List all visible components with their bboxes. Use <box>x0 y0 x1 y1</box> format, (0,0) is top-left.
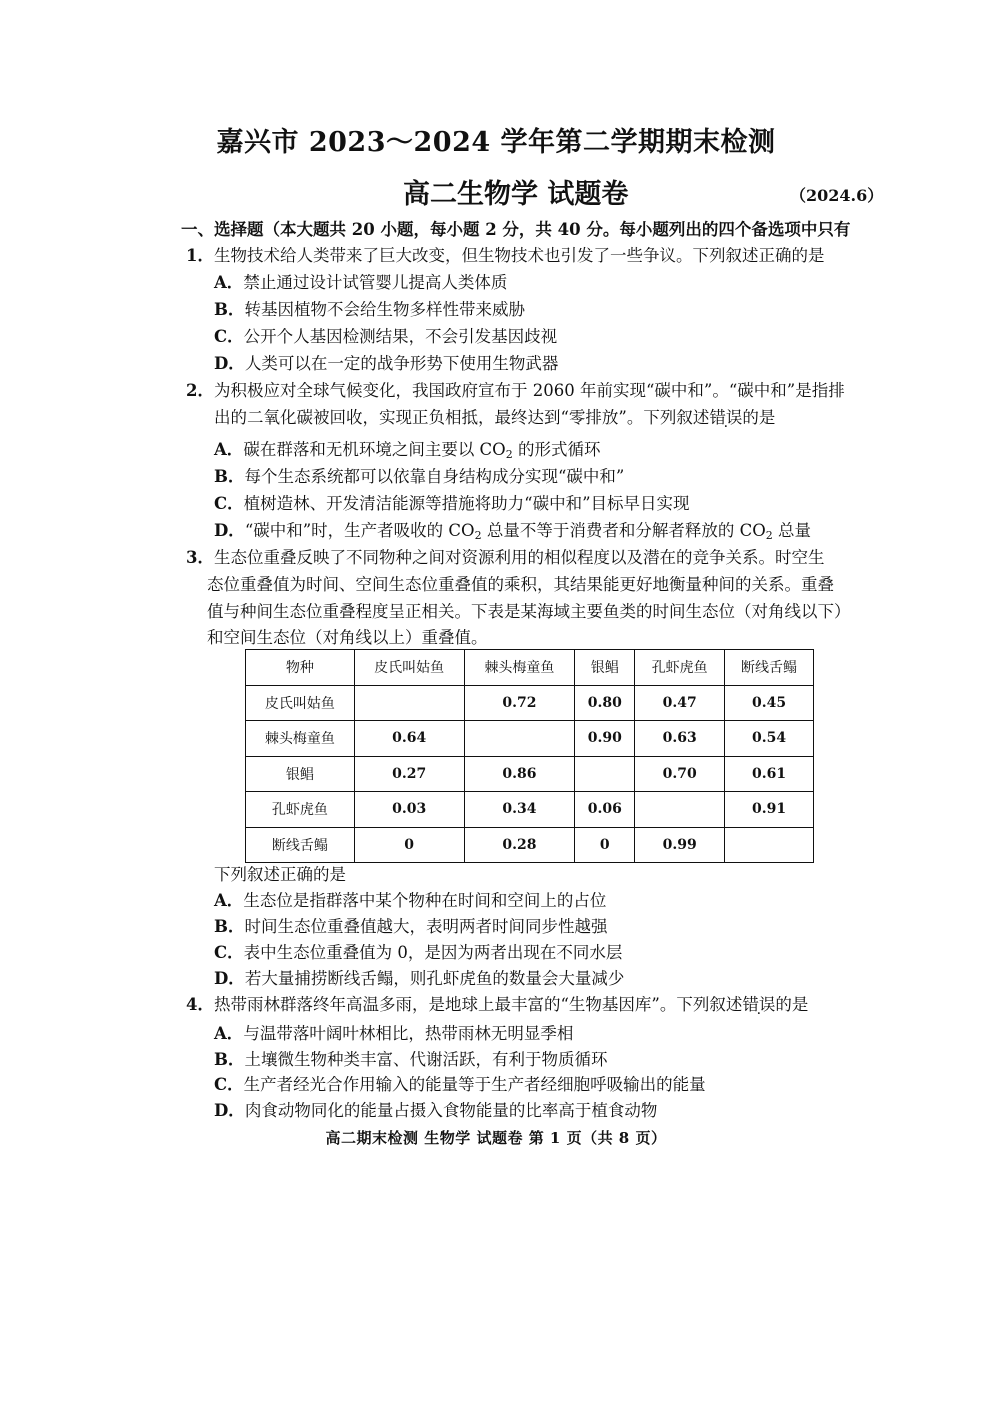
table-cell: 0.80 <box>575 685 635 721</box>
option-letter: B． <box>214 917 245 936</box>
row-label: 皮氏叫姑鱼 <box>246 685 355 721</box>
emphasis-word: 错误 <box>709 408 743 427</box>
question-2 <box>186 381 845 401</box>
option-text-end: 的形式循环 <box>512 440 601 459</box>
q1-option-d <box>214 354 558 374</box>
table-cell: 0.72 <box>464 685 575 721</box>
option-letter: A． <box>214 1024 244 1043</box>
table-cell: 0 <box>354 827 464 863</box>
q2-option-d <box>214 521 811 541</box>
q3-option-d <box>214 969 624 989</box>
table-cell: 0.03 <box>354 792 464 828</box>
question-2-line-2 <box>214 408 775 428</box>
option-text: 若大量捕捞断线舌鳎，则孔虾虎鱼的数量会大量减少 <box>244 969 625 988</box>
table-cell: 0.63 <box>635 721 725 757</box>
option-text: 生产者经光合作用输入的能量等于生产者经细胞呼吸输出的能量 <box>243 1075 706 1094</box>
q2-option-b <box>214 467 624 487</box>
q3-option-b <box>214 917 607 937</box>
row-label: 孔虾虎鱼 <box>246 792 355 828</box>
question-3 <box>186 548 824 568</box>
question-stem: 热带雨林群落终年高温多雨，是地球上最丰富的“生物基因库”。下列叙述 <box>213 995 743 1014</box>
option-letter: C． <box>214 943 244 962</box>
option-text: 碳在群落和无机环境之间主要以 CO <box>243 440 506 459</box>
q4-option-a <box>214 1024 573 1044</box>
question-stem-end: 的是 <box>775 995 809 1014</box>
option-text: 生态位是指群落中某个物种在时间和空间上的占位 <box>243 891 607 910</box>
table-header-cell: 断线舌鳎 <box>725 650 814 686</box>
option-letter: C． <box>214 327 244 346</box>
table-cell: 0.45 <box>725 685 814 721</box>
q4-option-d <box>214 1101 657 1121</box>
question-3-line-2: 态位重叠值为时间、空间生态位重叠值的乘积，其结果能更好地衡量种间的关系。重叠 <box>207 575 834 594</box>
row-label: 断线舌鳎 <box>246 827 355 863</box>
option-text: 肉食动物同化的能量占摄入食物能量的比率高于植食动物 <box>244 1101 658 1120</box>
question-number: 3． <box>186 548 214 567</box>
table-cell <box>575 756 635 792</box>
table-cell: 0.91 <box>725 792 814 828</box>
option-text: 禁止通过设计试管婴儿提高人类体质 <box>243 273 508 292</box>
table-row <box>246 685 814 721</box>
question-number: 4． <box>186 995 214 1014</box>
question-stem-end: 的是 <box>742 408 776 427</box>
q2-option-a <box>214 440 600 460</box>
emphasis-word: 错误 <box>742 995 776 1014</box>
option-text: 植树造林、开发清洁能源等措施将助力“碳中和”目标早日实现 <box>243 494 690 513</box>
option-text: 表中生态位重叠值为 0，是因为两者出现在不同水层 <box>243 943 623 962</box>
option-letter: C． <box>214 1075 244 1094</box>
question-3-line-3: 值与种间生态位重叠程度呈正相关。下表是某海域主要鱼类的时间生态位（对角线以下） <box>207 602 851 621</box>
q4-option-c <box>214 1075 706 1095</box>
table-cell: 0.06 <box>575 792 635 828</box>
q3-option-a <box>214 891 606 911</box>
table-header-cell: 物种 <box>246 650 355 686</box>
table-cell: 0.64 <box>354 721 464 757</box>
table-header-cell: 棘头梅童鱼 <box>464 650 575 686</box>
option-text: 土壤微生物种类丰富、代谢活跃，有利于物质循环 <box>244 1050 608 1069</box>
option-letter: B． <box>214 467 245 486</box>
question-3-prompt: 下列叙述正确的是 <box>214 865 346 884</box>
table-cell: 0.34 <box>464 792 575 828</box>
q2-option-c <box>214 494 690 514</box>
option-text: 与温带落叶阔叶林相比，热带雨林无明显季相 <box>243 1024 574 1043</box>
table-header-cell: 银鲳 <box>575 650 635 686</box>
niche-overlap-table <box>245 649 814 863</box>
table-cell: 0 <box>575 827 635 863</box>
table-cell: 0.28 <box>464 827 575 863</box>
q1-option-c <box>214 327 557 347</box>
option-text: 转基因植物不会给生物多样性带来威胁 <box>244 300 525 319</box>
table-cell: 0.54 <box>725 721 814 757</box>
subscript: 2 <box>505 448 513 461</box>
page-subtitle: 高二生物学 试题卷 <box>403 179 629 210</box>
question-stem-line-1: 生态位重叠反映了不同物种之间对资源利用的相似程度以及潜在的竞争关系。时空生 <box>213 548 825 567</box>
table-cell <box>635 792 725 828</box>
question-number: 2． <box>186 381 214 400</box>
table-cell: 0.99 <box>635 827 725 863</box>
q1-option-a <box>214 273 507 293</box>
table-row <box>246 792 814 828</box>
table-cell <box>464 721 575 757</box>
option-letter: A． <box>214 440 244 459</box>
subscript: 2 <box>765 529 773 542</box>
row-label: 银鲳 <box>246 756 355 792</box>
table-cell: 0.70 <box>635 756 725 792</box>
q1-option-b <box>214 300 525 320</box>
row-label: 棘头梅童鱼 <box>246 721 355 757</box>
q3-option-c <box>214 943 622 963</box>
table-header-cell: 皮氏叫姑鱼 <box>354 650 464 686</box>
table-cell: 0.61 <box>725 756 814 792</box>
table-header-row <box>246 650 814 686</box>
option-letter: D． <box>214 1101 245 1120</box>
option-text: 人类可以在一定的战争形势下使用生物武器 <box>244 354 559 373</box>
option-text: “碳中和”时，生产者吸收的 CO <box>244 521 475 540</box>
option-text: 每个生态系统都可以依靠自身结构成分实现“碳中和” <box>244 467 625 486</box>
option-text-mid: 总量不等于消费者和分解者释放的 CO <box>481 521 766 540</box>
q4-option-b <box>214 1050 607 1070</box>
option-letter: B． <box>214 1050 245 1069</box>
table-cell <box>725 827 814 863</box>
option-text: 公开个人基因检测结果，不会引发基因歧视 <box>243 327 558 346</box>
page-title: 嘉兴市 2023～2024 学年第二学期期末检测 <box>216 127 776 158</box>
table-cell: 0.86 <box>464 756 575 792</box>
question-1 <box>186 246 824 266</box>
table-cell: 0.47 <box>635 685 725 721</box>
question-4 <box>186 995 808 1015</box>
table-row <box>246 827 814 863</box>
question-number: 1． <box>186 246 214 265</box>
option-text-end: 总量 <box>772 521 811 540</box>
table-cell <box>354 685 464 721</box>
option-letter: D． <box>214 354 245 373</box>
option-letter: D． <box>214 969 245 988</box>
exam-date: （2024.6） <box>790 186 884 205</box>
table-cell: 0.27 <box>354 756 464 792</box>
option-letter: B． <box>214 300 245 319</box>
option-letter: A． <box>214 891 244 910</box>
table-cell: 0.90 <box>575 721 635 757</box>
option-letter: A． <box>214 273 244 292</box>
question-stem-line-1: 为积极应对全球气候变化，我国政府宣布于 2060 年前实现“碳中和”。“碳中和”是指排 <box>213 381 845 400</box>
option-text: 时间生态位重叠值越大，表明两者时间同步性越强 <box>244 917 608 936</box>
question-3-line-4: 和空间生态位（对角线以上）重叠值。 <box>207 628 488 647</box>
page-footer: 高二期末检测 生物学 试题卷 第 1 页（共 8 页） <box>325 1129 667 1147</box>
question-stem: 生物技术给人类带来了巨大改变，但生物技术也引发了一些争议。下列叙述正确的是 <box>213 246 825 265</box>
subscript: 2 <box>474 529 482 542</box>
table-row <box>246 721 814 757</box>
question-stem-line-2: 出的二氧化碳被回收，实现正负相抵，最终达到“零排放”。下列叙述 <box>214 408 710 427</box>
option-letter: C． <box>214 494 244 513</box>
section-heading: 一、选择题（本大题共 20 小题，每小题 2 分，共 40 分。每小题列出的四个备选项中只有 <box>181 220 851 239</box>
table-row <box>246 756 814 792</box>
option-letter: D． <box>214 521 245 540</box>
table-header-cell: 孔虾虎鱼 <box>635 650 725 686</box>
